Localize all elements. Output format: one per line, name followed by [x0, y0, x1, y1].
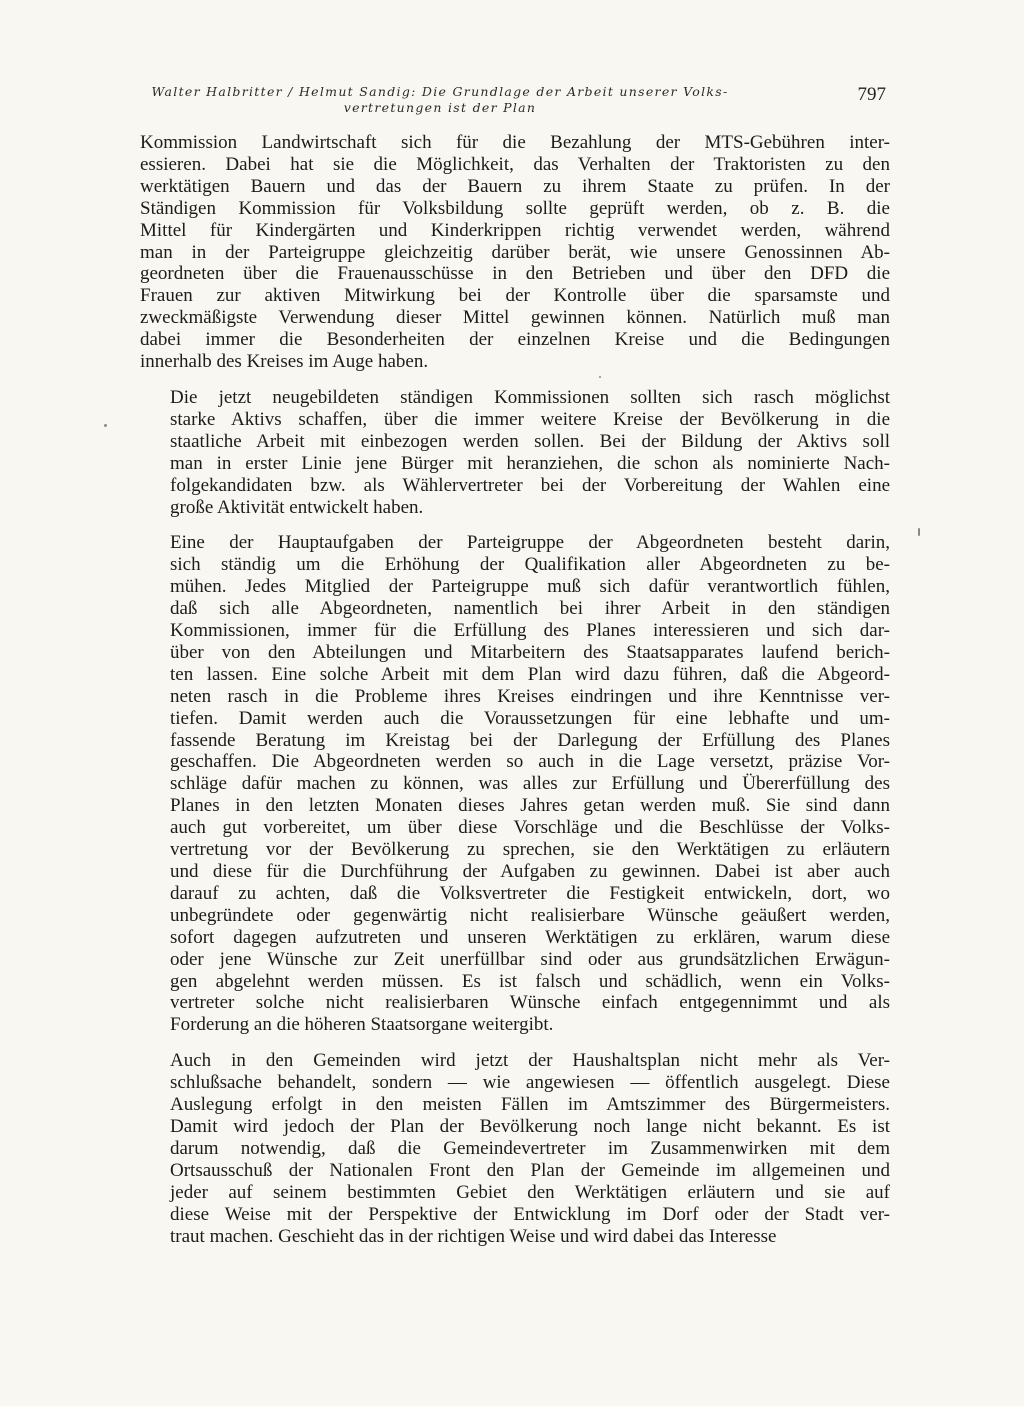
text-line: Auch in den Gemeinden wird jetzt der Haushaltsplan nicht mehr als Ver- — [170, 1050, 890, 1072]
text-line: zweckmäßigste Verwendung dieser Mittel gewinnen können. Natürlich muß man — [140, 307, 890, 329]
text-line: Damit wird jedoch der Plan der Bevölkerung noch lange nicht bekannt. Es ist — [170, 1115, 890, 1137]
text-line: Die jetzt neugebildeten ständigen Kommissionen sollten sich rasch möglichst — [170, 386, 890, 408]
text-line: Eine der Hauptaufgaben der Parteigruppe der Abgeordneten besteht darin, — [170, 532, 890, 554]
text-line: auch gut vorbereitet, um über diese Vorschläge und die Beschlüsse der Volks- — [170, 817, 890, 839]
text-line: große Aktivität entwickelt haben. — [170, 496, 424, 518]
text-line: Kommissionen, immer für die Erfüllung des Planes interessieren und sich dar- — [170, 620, 890, 642]
text-line: staatliche Arbeit mit einbezogen werden sollen. Bei der Bildung der Aktivs soll — [170, 430, 890, 452]
text-line: oder jene Wünsche zur Zeit unerfüllbar sind oder aus grundsätzlichen Erwägun- — [170, 948, 890, 970]
running-header-title — [140, 84, 740, 116]
paragraph-3 — [140, 532, 890, 1036]
text-line: daß sich alle Abgeordneten, namentlich bei ihrer Arbeit in den ständigen — [170, 598, 890, 620]
text-line: folgekandidaten bzw. als Wählervertreter bei der Vorbereitung der Wahlen eine — [170, 474, 890, 496]
text-line: dabei immer die Besonderheiten der einzelnen Kreise und die Bedingungen — [140, 329, 890, 351]
text-line: man in der Parteigruppe gleichzeitig darüber berät, wie unsere Genossinnen Ab- — [140, 241, 890, 263]
text-line: fassende Beratung im Kreistag bei der Darlegung der Erfüllung des Planes — [170, 729, 890, 751]
text-line: Frauen zur aktiven Mitwirkung bei der Kontrolle über die sparsamste und — [140, 285, 890, 307]
scan-speck — [104, 424, 107, 427]
text-line: darum notwendig, daß die Gemeindevertreter im Zusammenwirken mit dem — [170, 1137, 890, 1159]
text-line: schlußsache behandelt, sondern — wie angewiesen — öffentlich ausgelegt. Diese — [170, 1072, 890, 1094]
text-line: diese Weise mit der Perspektive der Entwicklung im Dorf oder der Stadt ver- — [170, 1203, 890, 1225]
text-line: traut machen. Geschieht das in der richtigen Weise und wird dabei das Interesse — [170, 1225, 777, 1247]
text-line: darauf zu achten, daß die Volksvertreter die Festigkeit entwickeln, dort, wo — [170, 882, 890, 904]
scan-speck — [918, 528, 920, 536]
running-header-line-2: vertretungen ist der Plan — [343, 100, 537, 115]
text-line: starke Aktivs schaffen, über die immer weitere Kreise der Bevölkerung in die — [170, 408, 890, 430]
running-header-line-1: Walter Halbritter / Helmut Sandig: Die Grundlage der Arbeit unserer Volks- — [151, 84, 729, 99]
text-line: unbegründete oder gegenwärtig nicht realisierbare Wünsche geäußert werden, — [170, 904, 890, 926]
text-line: innerhalb des Kreises im Auge haben. — [140, 351, 429, 373]
running-header — [140, 84, 892, 130]
text-line: ten lassen. Eine solche Arbeit mit dem Plan wird dazu führen, daß die Abgeord- — [170, 663, 890, 685]
text-line: schläge dafür machen zu können, was alles zur Erfüllung und Übererfüllung des — [170, 773, 890, 795]
text-line: vertreter solche nicht realisierbaren Wünsche einfach entgegennimmt und als — [170, 992, 890, 1014]
paragraph-4 — [140, 1050, 890, 1247]
text-line: essieren. Dabei hat sie die Möglichkeit, das Verhalten der Traktoristen zu den — [140, 153, 890, 175]
paragraph-1 — [140, 132, 890, 373]
text-line: man in erster Linie jene Bürger mit heranziehen, die schon als nominierte Nach- — [170, 452, 890, 474]
page-number: 797 — [857, 84, 886, 105]
text-line: Mittel für Kindergärten und Kinderkrippen richtig verwendet werden, während — [140, 219, 890, 241]
text-line: Forderung an die höheren Staatsorgane weitergibt. — [170, 1014, 554, 1036]
text-line: Kommission Landwirtschaft sich für die Bezahlung der MTS-Gebühren inter- — [140, 132, 890, 153]
text-line: Ständigen Kommission für Volksbildung sollte geprüft werden, ob z. B. die — [140, 197, 890, 219]
text-line: vertretung vor der Bevölkerung zu sprechen, sie den Werktätigen zu erläutern — [170, 839, 890, 861]
text-line: und diese für die Durchführung der Aufgaben zu gewinnen. Dabei ist aber auch — [170, 861, 890, 882]
text-line: Auslegung erfolgt in den meisten Fällen im Amtszimmer des Bürgermeisters. — [170, 1094, 890, 1116]
text-line: geordneten über die Frauenausschüsse in den Betrieben und über den DFD die — [140, 263, 890, 285]
text-line: gen abgelehnt werden müssen. Es ist falsch und schädlich, wenn ein Volks- — [170, 970, 890, 992]
text-line: tiefen. Damit werden auch die Voraussetzungen für eine lebhafte und um- — [170, 707, 890, 729]
text-line: über von den Abteilungen und Mitarbeitern des Staatsapparates laufend berich- — [170, 641, 890, 663]
text-line: mühen. Jedes Mitglied der Parteigruppe muß sich dafür verantwortlich fühlen, — [170, 576, 890, 598]
text-line: neten rasch in die Probleme ihres Kreises eindringen und ihre Kenntnisse ver- — [170, 685, 890, 707]
text-line: Ortsausschuß der Nationalen Front den Plan der Gemeinde im allgemeinen und — [170, 1159, 890, 1181]
text-line: sofort dagegen aufzutreten und unseren Werktätigen zu erklären, warum diese — [170, 926, 890, 948]
text-line: sich ständig um die Erhöhung der Qualifikation aller Abgeordneten zu be- — [170, 554, 890, 576]
body-text — [140, 132, 890, 1247]
paragraph-2 — [140, 387, 890, 518]
text-line: werktätigen Bauern und das der Bauern zu ihrem Staate zu prüfen. In der — [140, 175, 890, 197]
text-line: jeder auf seinem bestimmten Gebiet den Werktätigen erläutern und sie auf — [170, 1181, 890, 1203]
text-line: Planes in den letzten Monaten dieses Jahres getan werden muß. Sie sind dann — [170, 795, 890, 817]
text-line: geschaffen. Die Abgeordneten werden so auch in die Lage versetzt, präzise Vor- — [170, 751, 890, 773]
scan-speck — [599, 376, 601, 378]
